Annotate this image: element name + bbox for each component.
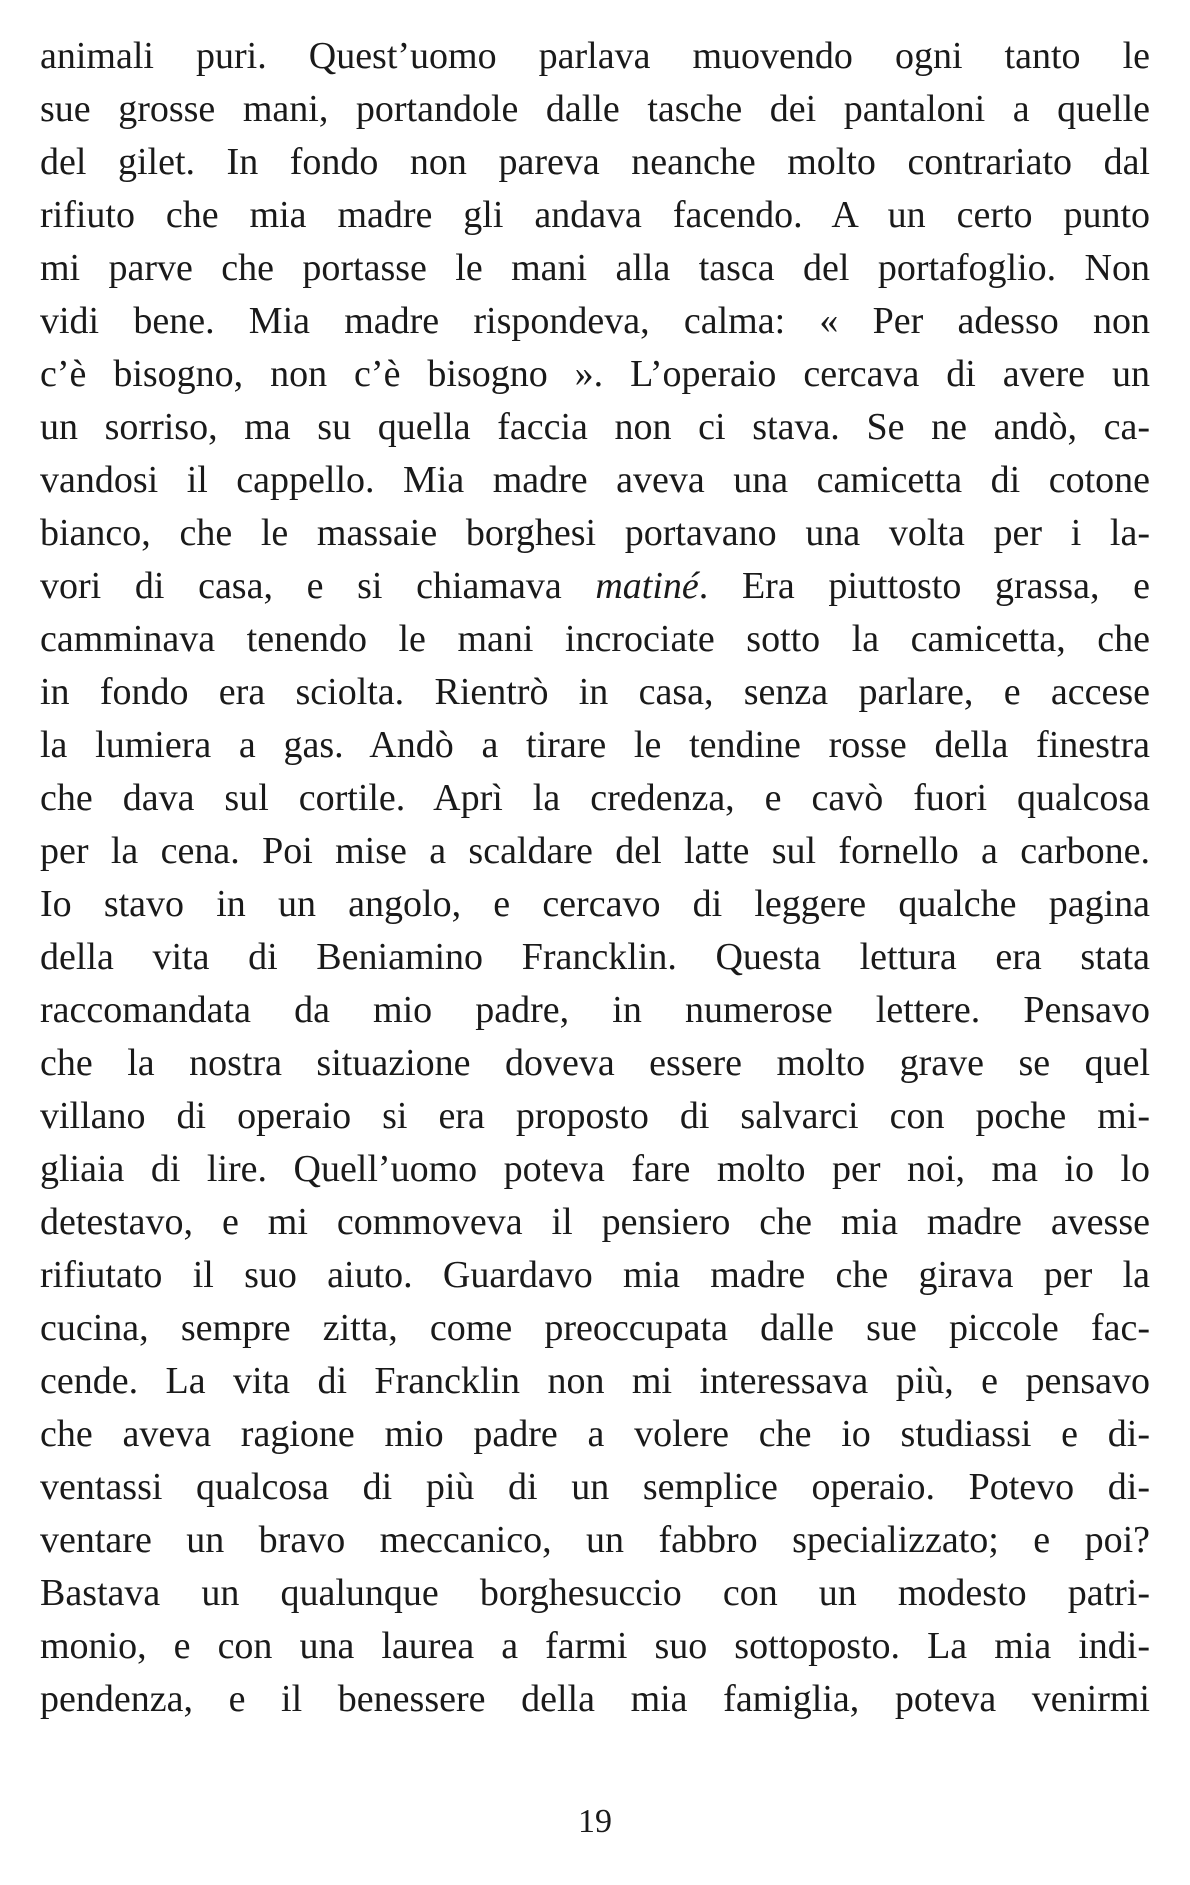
text-line: sue grosse mani, portandole dalle tasche dei pantaloni a quelle xyxy=(40,88,1150,130)
text-line: Io stavo in un angolo, e cercavo di leggere qualche pagina xyxy=(40,883,1150,925)
body-text xyxy=(40,30,1150,1726)
text-line: animali puri. Quest’uomo parlava muovendo ogni tanto le xyxy=(40,35,1150,77)
text-line: per la cena. Poi mise a scaldare del latte sul fornello a carbone. xyxy=(40,830,1150,872)
text-line: bianco, che le massaie borghesi portavano una volta per i la- xyxy=(40,512,1150,554)
text-line: del gilet. In fondo non pareva neanche molto contrariato dal xyxy=(40,141,1150,183)
text-line: villano di operaio si era proposto di salvarci con poche mi- xyxy=(40,1095,1150,1137)
text-segment: vori di casa, e si chiamava xyxy=(40,565,596,607)
text-line: Bastava un qualunque borghesuccio con un modesto patri- xyxy=(40,1572,1150,1614)
text-line: raccomandata da mio padre, in numerose lettere. Pensavo xyxy=(40,989,1150,1031)
text-line: che la nostra situazione doveva essere molto grave se quel xyxy=(40,1042,1150,1084)
text-line: della vita di Beniamino Francklin. Questa lettura era stata xyxy=(40,936,1150,978)
text-line: detestavo, e mi commoveva il pensiero che mia madre avesse xyxy=(40,1201,1150,1243)
text-line: ventassi qualcosa di più di un semplice operaio. Potevo di- xyxy=(40,1466,1150,1508)
text-line: la lumiera a gas. Andò a tirare le tendine rosse della finestra xyxy=(40,724,1150,766)
italic-word: matiné xyxy=(595,565,699,607)
text-line: monio, e con una laurea a farmi suo sottoposto. La mia indi- xyxy=(40,1625,1150,1667)
text-line: cende. La vita di Francklin non mi interessava più, e pensavo xyxy=(40,1360,1150,1402)
text-segment: . Era piuttosto grassa, e xyxy=(698,565,1150,607)
text-line: vidi bene. Mia madre rispondeva, calma: « Per adesso non xyxy=(40,300,1150,342)
text-line: in fondo era sciolta. Rientrò in casa, senza parlare, e accese xyxy=(40,671,1150,713)
text-line-with-italic xyxy=(40,560,1150,613)
text-line: che dava sul cortile. Aprì la credenza, e cavò fuori qualcosa xyxy=(40,777,1150,819)
text-line: mi parve che portasse le mani alla tasca del portafoglio. Non xyxy=(40,247,1150,289)
text-line: vandosi il cappello. Mia madre aveva una camicetta di cotone xyxy=(40,459,1150,501)
text-line: gliaia di lire. Quell’uomo poteva fare molto per noi, ma io lo xyxy=(40,1148,1150,1190)
text-line: c’è bisogno, non c’è bisogno ». L’operaio cercava di avere un xyxy=(40,353,1150,395)
text-line: pendenza, e il benessere della mia famiglia, poteva venirmi xyxy=(40,1678,1150,1720)
text-line: rifiutato il suo aiuto. Guardavo mia madre che girava per la xyxy=(40,1254,1150,1296)
text-line: cucina, sempre zitta, come preoccupata dalle sue piccole fac- xyxy=(40,1307,1150,1349)
text-line: che aveva ragione mio padre a volere che io studiassi e di- xyxy=(40,1413,1150,1455)
text-line: camminava tenendo le mani incrociate sotto la camicetta, che xyxy=(40,618,1150,660)
text-line: rifiuto che mia madre gli andava facendo. A un certo punto xyxy=(40,194,1150,236)
text-line: ventare un bravo meccanico, un fabbro specializzato; e poi? xyxy=(40,1519,1150,1561)
text-line: un sorriso, ma su quella faccia non ci stava. Se ne andò, ca- xyxy=(40,406,1150,448)
page-number: 19 xyxy=(578,1803,612,1840)
